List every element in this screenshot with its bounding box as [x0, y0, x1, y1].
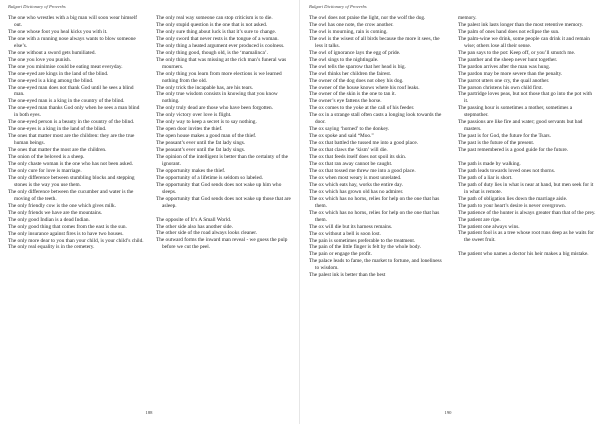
proverb-entry: The pardon may be more severe than the penalty.: [458, 70, 563, 77]
proverb-entry: The palace leads to fame, the market to fortune, and loneliness to wisdom.: [309, 258, 442, 272]
proverb-entry: The path of duty lies in what is near at hand, but men seek for it in what is remote.: [458, 181, 594, 195]
proverb-entry: The ox which eats hay, works the entire day.: [309, 181, 404, 188]
proverb-entry: The one-eyed man thanks God only when he sees a man blind in both eyes.: [8, 105, 140, 119]
proverb-entry: The ox that feeds itself does not spoil its skin.: [309, 154, 407, 161]
proverb-entry: The opposite of It’s A Small World.: [156, 216, 232, 223]
proverb-entry: The ones that matter most are the children: they are the true human beings.: [8, 133, 135, 147]
proverb-entry: The parrot utters one cry, the quail another.: [458, 77, 550, 84]
proverb-entry: The path of a liar is short.: [458, 174, 513, 181]
proverb-entry: The palest ink is better than the best: [309, 272, 386, 279]
running-head: Bulgari Dictionary of Proverbs: [8, 4, 66, 9]
proverb-entry: The only friends we have are the mountains.: [8, 209, 103, 216]
proverb-entry: The opportunity that God sends does not wake up those that are asleep.: [156, 195, 291, 209]
proverb-entry: The only real way someone can stop criticism is to die.: [156, 15, 273, 21]
proverb-entry: The opportunity of a lifetime is seldom so labeled.: [156, 174, 263, 181]
proverb-column: [458, 15, 596, 258]
proverb-entry: The one-eyed person is a beauty in the country of the blind.: [8, 119, 135, 126]
proverb-entry: The owl does not praise the light, nor the wolf the dog.: [309, 15, 426, 21]
proverb-entry: The owl thinks her children the fairest.: [309, 70, 392, 77]
proverb-entry: The outward forms the inward man reveal - we guess the pulp before we cut the peel.: [156, 237, 288, 251]
proverb-entry: The ox in a strange stall often casts a longing look towards the door.: [309, 112, 442, 126]
proverb-entry: The owl has one note, the crow another.: [309, 21, 394, 28]
proverb-entry: The ox that battled the tussed me into a good place.: [309, 140, 418, 147]
proverb-entry: The only cure for love is marriage.: [8, 167, 82, 174]
proverb-column: [156, 15, 294, 251]
proverb-entry: The one-eyed man is a king in the country of the blind.: [8, 98, 125, 105]
proverb-entry: The only friendly cow is the one which gives milk.: [8, 202, 116, 209]
proverb-entry: The only difference between stumbling blocks and stepping stones is the way you use them.: [8, 174, 135, 188]
proverb-entry: The only true wisdom consists in knowing that you know nothing.: [156, 91, 278, 105]
proverb-entry: The other side also has another side.: [156, 223, 233, 230]
proverb-entry: memory.: [458, 15, 477, 21]
proverb-entry: The path of obligation lies down the marriage aisle.: [458, 195, 568, 202]
proverb-entry: The partridge loves peas, but not those that go into the pot with it.: [458, 91, 593, 105]
proverb-entry: The peasant’s ever until the fat lady sings.: [156, 140, 246, 147]
proverb-entry: The ox that ran away cannot be caught.: [309, 161, 393, 168]
proverb-entry: The past is the future of the present.: [458, 140, 535, 147]
proverb-entry: The owner of the dog does not obey his dog.: [309, 77, 404, 84]
proverb-entry: The passing hour is sometimes a mother, sometimes a stepmother.: [458, 105, 573, 119]
proverb-entry: The only thing good, though old, is the ‘mamalinca’.: [156, 49, 268, 56]
proverb-entry: The peasant’s ever until the fat lady sings.: [156, 147, 246, 154]
proverb-entry: The ox when most weary is most unrelated.: [309, 174, 402, 181]
proverb-entry: The only good thing that comes from the east is the sun.: [8, 223, 127, 230]
proverb-entry: The one-eyed man does not thank God until he sees a blind man.: [8, 84, 134, 98]
proverb-entry: The one whose foot you heal kicks you with it.: [8, 28, 108, 35]
running-head: Bulgari Dictionary of Proverbs: [309, 4, 367, 9]
proverb-entry: The one who wrestles with a big man will soon wear himself out.: [8, 15, 138, 28]
proverb-entry: The one you love you punish.: [8, 56, 71, 63]
proverb-entry: The one-eyed is a king among the blind.: [8, 77, 94, 84]
proverb-entry: The ox spoke and said “Moo.”: [309, 133, 374, 140]
proverb-entry: The open house makes a good man of the thief.: [156, 133, 257, 140]
proverb-entry: The patient who names a doctor his heir makes a big mistake.: [458, 251, 589, 258]
proverb-entry: The only truly dead are those who have been forgotten.: [156, 105, 273, 112]
proverb-entry: The ox that claws the ‘kism’ will die.: [309, 147, 388, 154]
proverb-entry: The panther and the sheep never hunt together.: [458, 56, 558, 63]
proverb-entry: The open door invites the thief.: [156, 126, 223, 133]
proverb-entry: The owl of ignorance lays the egg of pride.: [309, 49, 401, 56]
proverb-entry: The onion of the beloved is a sheep.: [8, 154, 85, 161]
proverb-entry: The owl sings to the nightingale.: [309, 56, 379, 63]
proverb-entry: The only sword that never rests is the tongue of a woman.: [156, 35, 279, 42]
proverb-entry: The only chaste woman is the one who has not been asked.: [8, 161, 134, 168]
proverb-entry: The only way to keep a secret is to say nothing.: [156, 119, 257, 126]
proverb-column: [309, 15, 445, 279]
proverb-entry: The one-eyes is a king in the land of the blind.: [8, 126, 107, 133]
proverb-entry: The ox saying ‘horned’ to the donkey.: [309, 126, 390, 133]
proverb-entry: The only thing a heated argument ever produced is coolness.: [156, 42, 285, 49]
proverb-entry: The only good Indian is a dead Indian.: [8, 216, 90, 223]
proverb-entry: The past remembered is a good guide for the future.: [458, 147, 569, 154]
proverb-entry: The one-eyed are kings in the land of the blind.: [8, 70, 109, 77]
proverb-entry: The opportunity that God sends does not wake up him who sleeps.: [156, 181, 282, 195]
proverb-entry: The pan says to the pot: Keep off, or you’ll smutch me.: [458, 49, 576, 56]
proverb-entry: The ox that tossed me threw me into a good place.: [309, 167, 416, 174]
proverb-entry: The patient one always wins.: [458, 223, 520, 230]
proverb-entry: The owner of the skin is the one to tan it.: [309, 91, 396, 98]
proverb-entry: The path leads towards loved ones not thorns.: [458, 167, 556, 174]
proverb-entry: The other side of the road always looks cleaner.: [156, 230, 258, 237]
proverb-entry: The owl is mourning, rain is coming.: [309, 28, 388, 35]
proverb-entry: The only thing you learn from more elections is we learned nothing from the old.: [156, 70, 282, 84]
proverb-entry: The parson christens his own child first.: [458, 84, 543, 91]
proverb-entry: The ox without a bell is soon lost.: [309, 230, 381, 237]
proverb-entry: The ox which has no horns, relies for help on the one that has them.: [309, 195, 440, 209]
proverb-entry: The only real equality is in the cemetery.: [8, 244, 95, 251]
proverb-entry: The palm-wine we drink, some people can drink it and remain wise; others lose all their sense.: [458, 35, 590, 49]
proverb-column: [8, 15, 144, 251]
proverb-entry: The only sure thing about luck is that it’s sure to change.: [156, 28, 277, 35]
proverb-entry: The one without a sword gets humiliated.: [8, 49, 96, 56]
proverb-entry: The only difference between the cucumber and water is the moving of the teeth.: [8, 188, 134, 202]
proverb-entry: The opinion of the intelligent is better than the certainty of the ignorant.: [156, 154, 288, 168]
proverb-entry: The only stupid question is the one that is not asked.: [156, 21, 268, 28]
proverb-entry: The pardon arrives after the man was hung.: [458, 63, 551, 70]
proverb-entry: The path to your heart’s desire is never overgrown.: [458, 202, 567, 209]
proverb-entry: The only trick the incapable has, are his tears.: [156, 84, 254, 91]
proverb-entry: The path is made by walking.: [458, 160, 521, 167]
proverb-entry: The only victory over love is flight.: [156, 112, 232, 119]
proverb-entry: The passions are like fire and water; good servants but bad masters.: [458, 119, 583, 133]
proverb-entry: The past is for God, the future for the Tsars.: [458, 133, 551, 140]
proverb-entry: The palest ink lasts longer than the most retentive memory.: [458, 21, 584, 28]
proverb-entry: The only thing that was missing at the rich man’s funeral was mourners.: [156, 56, 287, 70]
proverb-entry: The owl tells the sparrow that her head is big.: [309, 63, 406, 70]
proverb-entry: The opportunity makes the thief.: [156, 167, 226, 174]
proverb-entry: The owl is the wisest of all birds because the more it sees, the less it talks.: [309, 35, 440, 49]
proverb-entry: The patient are ripe.: [458, 216, 501, 223]
proverb-entry: The owner’s eye fattens the horse.: [309, 98, 382, 105]
proverb-entry: The ox which has no horns, relies for help on the one that has them.: [309, 209, 440, 223]
proverb-entry: The patient fool is as a tree whose root runs deep as he waits for the sweet fruit.: [458, 230, 594, 244]
proverb-entry: The only more dear to you than your child, is your child’s child.: [8, 237, 144, 244]
page-number: 188: [145, 410, 153, 415]
proverb-entry: The one with a running nose always wants to blow someone else’s.: [8, 35, 136, 49]
proverb-entry: The ox comes to the yoke at the call of his feeder.: [309, 105, 415, 112]
proverb-entry: The one you minimise could be eating meat everyday.: [8, 63, 123, 70]
proverb-entry: The pain or engage the profit.: [309, 251, 372, 258]
proverb-entry: The pain is sometimes preferable to the treatment.: [309, 237, 416, 244]
right-page: [300, 0, 600, 424]
proverb-entry: The owner of the house knows where his roof leaks.: [309, 84, 420, 91]
proverb-entry: The ox which has grown old has no admirer.: [309, 188, 404, 195]
proverb-entry: The ones that matter the most are the children.: [8, 147, 107, 154]
page-number: 190: [444, 410, 452, 415]
proverb-entry: The only insurance against fires is to have two houses.: [8, 230, 124, 237]
proverb-entry: The palm of ones hand does not eclipse the sun.: [458, 28, 560, 35]
proverb-entry: The ox will die but its harness remains.: [309, 223, 393, 230]
proverb-entry: The pain of the little finger is felt by the whole body.: [309, 244, 422, 251]
proverb-entry: The patience of the hunter is always greater than that of the prey.: [458, 209, 596, 216]
